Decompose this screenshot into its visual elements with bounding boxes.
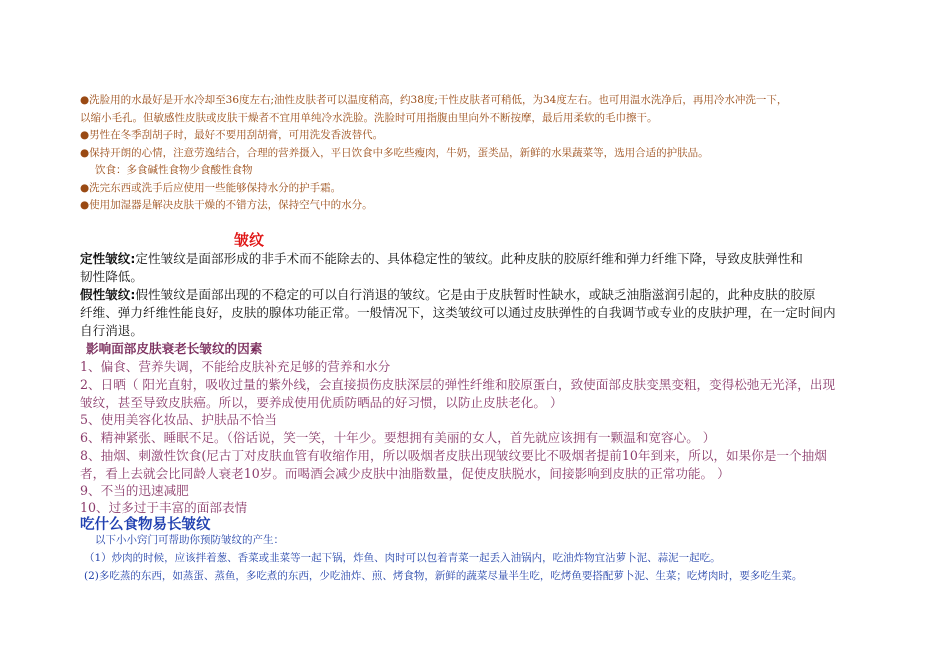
false-wrinkles-line-2: 纤维、弹力纤维性能良好，皮肤的腺体功能正常。一般情况下，这类皱纹可以通过皮肤弹性的自我调节或专业的皮肤护理，在一定时间内	[80, 305, 836, 320]
tip-humidifier: ●使用加湿器是解决皮肤干燥的不错方法，保持空气中的水分。	[80, 199, 373, 211]
factor-2-line-2: 皱纹，甚至导致皮肤癌。所以，要养成使用优质防晒品的好习惯，以防止皮肤老化。 ）	[80, 395, 563, 410]
tip-diet: 饮食：多食碱性食物少食酸性食物	[95, 164, 253, 176]
static-wrinkles-term: 定性皱纹:	[80, 251, 136, 266]
food-intro: 以下小小窍门可帮助你预防皱纹的产生：	[95, 534, 284, 546]
false-wrinkles-line-3: 自行消退。	[80, 323, 143, 338]
factor-8-line-1: 8、抽烟、刺激性饮食(尼古丁对皮肤血管有收缩作用，所以吸烟者皮肤出现皱纹要比不吸烟者提前10年到来，所以，如果你是一个抽烟	[80, 448, 827, 463]
factor-5: 5、使用美容化妆品、护肤品不恰当	[80, 412, 277, 427]
tip-men-shaving: ●男性在冬季刮胡子时，最好不要用刮胡膏，可用洗发香波替代。	[80, 129, 384, 141]
static-wrinkles-desc: 定性皱纹是面部形成的非手术而不能除去的、具体稳定性的皱纹。此种皮肤的胶原纤维和弹力纤维下降，导致皮肤弹性和	[135, 251, 803, 266]
food-tip-2: (2)多吃蒸的东西，如蒸蛋、蒸鱼，多吃煮的东西，少吃油炸、煎、烤食物，新鲜的蔬菜尽量半生吃，吃烤鱼要搭配萝卜泥、生菜；吃烤肉时，要多吃生菜。	[84, 570, 803, 582]
factor-1: 1、偏食、营养失调，不能给皮肤补充足够的营养和水分	[80, 359, 391, 374]
food-heading: 吃什么食物易长皱纹	[80, 517, 211, 533]
food-tip-1: （1）炒肉的时候，应该拌着葱、香菜或韭菜等一起下锅，炸鱼、肉时可以包着青菜一起丢入油锅内，吃油炸物宜沾萝卜泥、蒜泥一起吃。	[84, 552, 721, 564]
wrinkles-heading: 皱纹	[234, 231, 265, 249]
factor-10: 10、过多过于丰富的面部表情	[80, 500, 248, 515]
tip-washing-line-1: ●洗脸用的水最好是开水冷却至36度左右;油性皮肤者可以温度稍高，约38度;干性皮肤者可稍低，为34度左右。也可用温水洗净后，再用冷水冲洗一下，	[80, 94, 788, 106]
false-wrinkles-line-1	[80, 284, 815, 303]
tip-hand-cream: ●洗完东西或洗手后应使用一些能够保持水分的护手霜。	[80, 182, 342, 194]
factor-9: 9、不当的迅速减肥	[80, 483, 189, 498]
false-wrinkles-term: 假性皱纹:	[80, 287, 136, 302]
static-wrinkles-line-2: 韧性降低。	[80, 269, 143, 284]
factor-8-line-2: 者，看上去就会比同龄人衰老10岁。而喝酒会减少皮肤中油脂数量，促使皮肤脱水，间接影响到皮肤的正常功能。 ）	[80, 466, 730, 481]
factor-2-line-1: 2、日晒（ 阳光直射，吸收过量的紫外线，会直接损伤皮肤深层的弹性纤维和胶原蛋白，致使面部皮肤变黑变粗，变得松弛无光泽，出现	[80, 377, 836, 392]
factors-heading: 影响面部皮肤衰老长皱纹的因素	[86, 341, 263, 356]
tip-mood-nutrition: ●保持开朗的心情，注意劳逸结合，合理的营养摄入，平日饮食中多吃些瘦肉，牛奶，蛋类品，新鲜的水果蔬菜等，选用合适的护肤品。	[80, 147, 709, 159]
tip-washing-line-2: 以缩小毛孔。但敏感性皮肤或皮肤干燥者不宜用单纯冷水洗脸。洗脸时可用指腹由里向外不断按摩，最后用柔软的毛巾擦干。	[80, 112, 658, 124]
false-wrinkles-desc: 假性皱纹是面部出现的不稳定的可以自行消退的皱纹。它是由于皮肤暂时性缺水，或缺乏油脂滋润引起的，此种皮肤的胶原	[135, 287, 816, 302]
static-wrinkles-line-1	[80, 248, 803, 267]
factor-6: 6、精神紧张、睡眠不足。（俗话说，笑一笑，十年少。要想拥有美丽的女人，首先就应该拥有一颗温和宽容心。 ）	[80, 430, 716, 445]
